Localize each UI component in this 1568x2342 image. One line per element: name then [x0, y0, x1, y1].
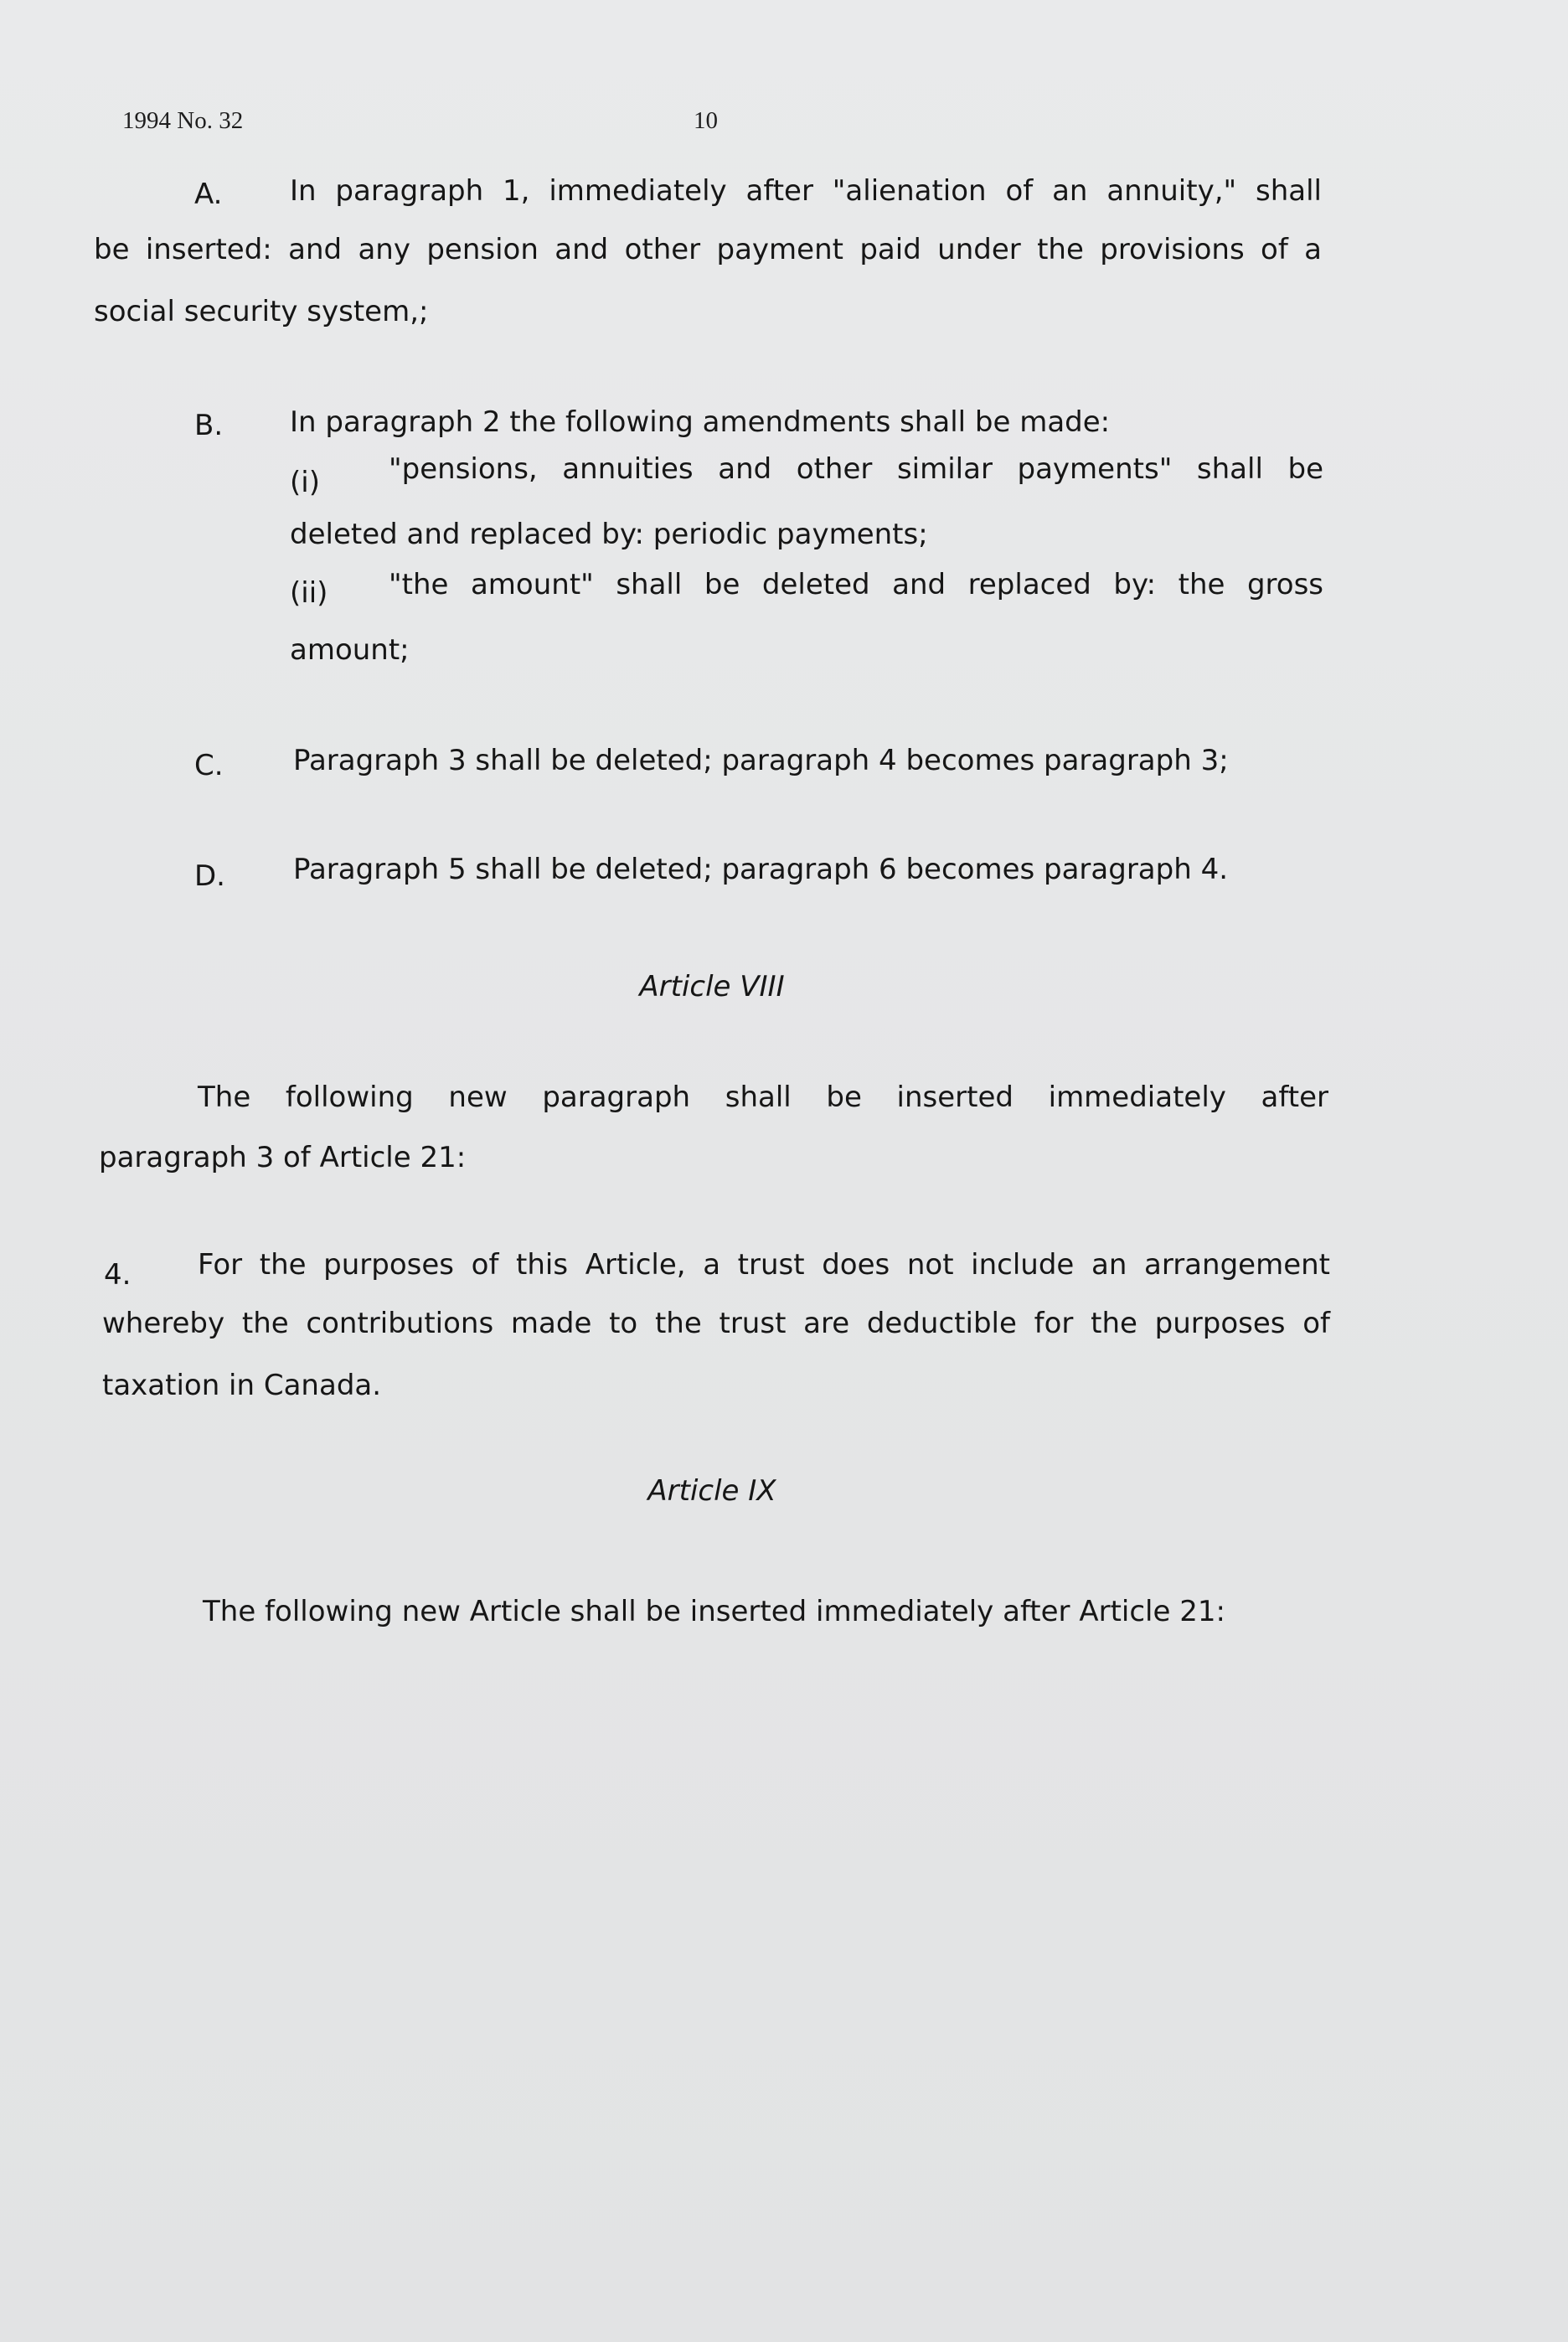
article-viii-line2: paragraph 3 of Article 21: [99, 1141, 467, 1174]
paragraph-4-label: 4. [104, 1258, 132, 1292]
section-d-label: D. [194, 859, 225, 893]
section-b-item1-label: (i) [290, 466, 320, 499]
paragraph-4-line1: For the purposes of this Article, a trust does not include an arrangement [198, 1248, 1330, 1282]
section-a-label: A. [194, 178, 223, 211]
document-number: 1994 No. 32 [122, 107, 244, 134]
section-b-item2-line1: "the amount" shall be deleted and replaced by: the gross [389, 568, 1323, 601]
section-b-item1-line1: "pensions, annuities and other similar payments" shall be [389, 452, 1323, 486]
section-b-item1-line2: deleted and replaced by: periodic payments; [290, 518, 928, 551]
section-b-label: B. [194, 409, 224, 442]
section-a-line1: In paragraph 1, immediately after "alienation of an annuity," shall [290, 174, 1322, 208]
section-c-text: Paragraph 3 shall be deleted; paragraph 4 becomes paragraph 3; [293, 744, 1229, 777]
paragraph-4-line2: whereby the contributions made to the trust are deductible for the purposes of [102, 1307, 1330, 1340]
article-ix-line1: The following new Article shall be inserted immediately after Article 21: [203, 1595, 1225, 1628]
section-b-item2-line2: amount; [290, 633, 410, 667]
section-b-intro: In paragraph 2 the following amendments shall be made: [290, 405, 1111, 439]
section-a-line2: be inserted: and any pension and other payment paid under the provisions of a [94, 233, 1322, 266]
article-viii-heading: Article VIII [639, 970, 785, 1003]
page-number: 10 [694, 107, 718, 134]
section-c-label: C. [194, 749, 224, 782]
section-d-text: Paragraph 5 shall be deleted; paragraph 6 becomes paragraph 4. [293, 853, 1229, 886]
section-b-item2-label: (ii) [290, 576, 328, 610]
section-a-line3: social security system,; [94, 295, 429, 328]
article-ix-heading: Article IX [647, 1474, 776, 1508]
article-viii-line1: The following new paragraph shall be inserted immediately after [198, 1081, 1328, 1114]
paragraph-4-line3: taxation in Canada. [102, 1369, 382, 1402]
